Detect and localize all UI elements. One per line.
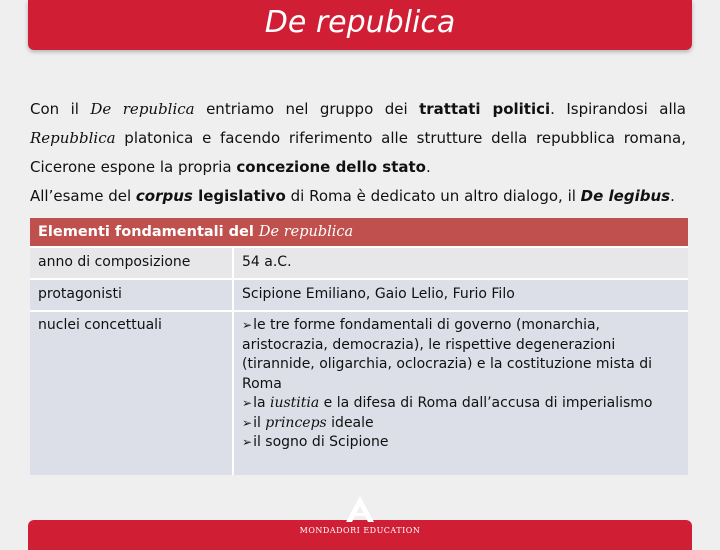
row-value [234,312,688,475]
title-bar [28,0,692,50]
table-row [30,246,688,278]
row-label: anno di composizione [30,248,234,278]
highlight-corpus: corpus [135,187,193,205]
logo-text: MONDADORI EDUCATION [299,526,421,535]
intro-text [30,95,686,211]
bullet-item: ➢ la iustitia e la difesa di Roma dall’accusa di imperialismo [242,394,682,414]
bullet-item: ➢ le tre forme fondamentali di governo (monarchia, aristocrazia, democrazia), le rispettive degenerazioni (tirannide, oligarchia, oclocrazia) e la costituzione mista di Roma [242,316,682,394]
highlight-legislativo: legislativo [192,187,286,205]
table-header: Elementi fondamentali del De republica [30,218,688,246]
page-title: De republica [264,5,456,40]
mondadori-a-icon [340,494,380,524]
bullet-item: ➢ il sogno di Scipione [242,433,682,453]
bullet-item: ➢ il princeps ideale [242,414,682,434]
row-label: nuclei concettuali [30,312,234,475]
intro-paragraph-2: All’esame del corpus legislativo di Roma è dedicato un altro dialogo, il De legibus. [30,187,675,205]
elements-table [30,218,688,475]
publisher-logo [280,494,440,540]
work-title-repubblica: Repubblica [30,129,116,147]
row-label: protagonisti [30,280,234,310]
highlight-concezione-stato: concezione dello stato [236,158,426,176]
work-title-de-legibus: De legibus [580,187,671,205]
intro-paragraph-1: Con il De republica entriamo nel gruppo dei trattati politici. Ispirandosi alla Repubblica platonica e facendo riferimento alle strutture della repubblica romana, Cicerone espone la propria concezione dello stato. [30,100,686,176]
highlight-trattati-politici: trattati politici [419,100,551,118]
work-title-de-republica: De republica [90,100,195,118]
row-value: 54 a.C. [234,248,688,278]
table-row [30,310,688,475]
row-value: Scipione Emiliano, Gaio Lelio, Furio Filo [234,280,688,310]
table-row [30,278,688,310]
